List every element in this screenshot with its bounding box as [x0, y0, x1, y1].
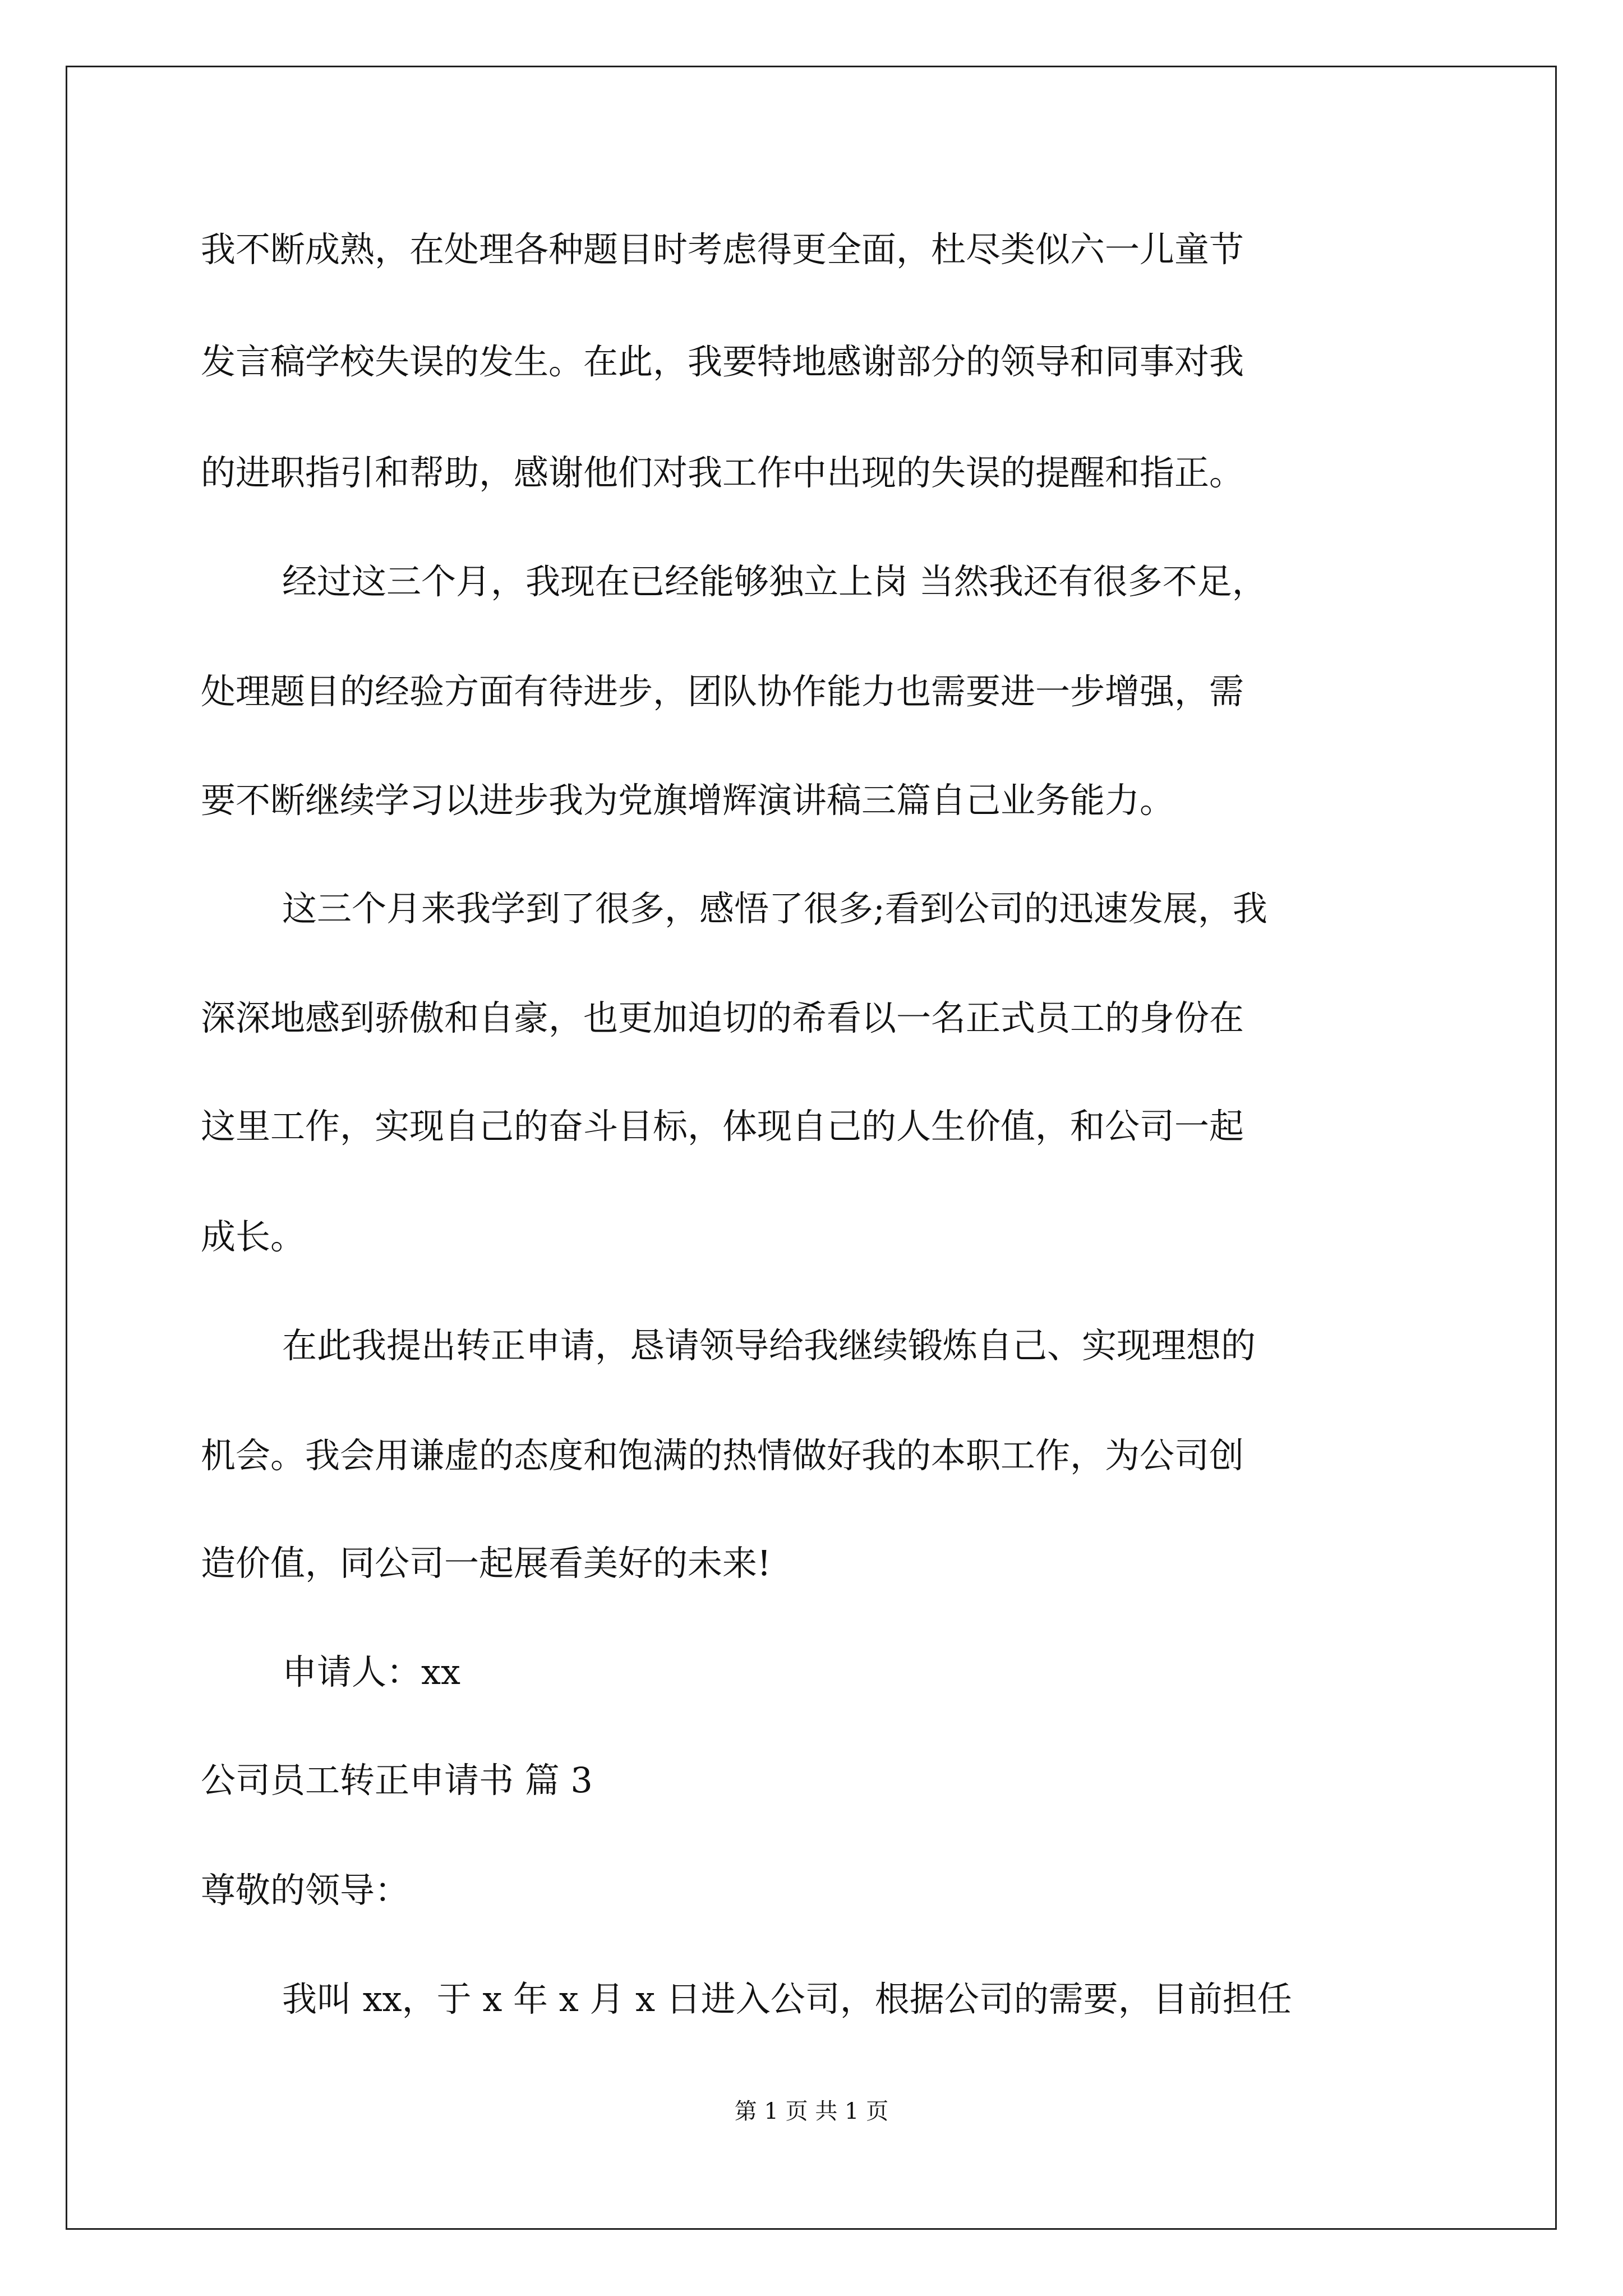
text-line: 深深地感到骄傲和自豪，也更加迫切的希看以一名正式员工的身份在 — [201, 997, 1244, 1038]
text-line: 这三个月来我学到了很多，感悟了很多;看到公司的迅速发展，我 — [282, 888, 1267, 929]
text-line: 处理题目的经验方面有待进步，团队协作能力也需要进一步增强，需 — [201, 671, 1244, 712]
text-line: 这里工作，实现自己的奋斗目标，体现自己的人生价值，和公司一起 — [201, 1106, 1244, 1147]
text-line: 经过这三个月，我现在已经能够独立上岗 当然我还有很多不足， — [282, 561, 1267, 602]
text-line: 造价值，同公司一起展看美好的未来! — [201, 1543, 771, 1584]
text-line: 我不断成熟，在处理各种题目时考虑得更全面，杜尽类似六一儿童节 — [201, 229, 1244, 270]
page-number-footer: 第 1 页 共 1 页 — [734, 2099, 889, 2124]
text-line: 我叫 xx，于 x 年 x 月 x 日进入公司，根据公司的需要，目前担任 — [282, 1978, 1292, 2019]
section-heading: 公司员工转正申请书 篇 3 — [201, 1760, 593, 1801]
text-line: 机会。我会用谦虚的态度和饱满的热情做好我的本职工作，为公司创 — [201, 1435, 1244, 1476]
text-line: 在此我提出转正申请，恳请领导给我继续锻炼自己、实现理想的 — [282, 1325, 1256, 1366]
text-line: 的进职指引和帮助，感谢他们对我工作中出现的失误的提醒和指正。 — [201, 452, 1244, 493]
signature-line: 申请人：xx — [282, 1651, 460, 1692]
text-line: 要不断继续学习以进步我为党旗增辉演讲稿三篇自己业务能力。 — [201, 780, 1175, 821]
text-line: 成长。 — [201, 1216, 306, 1257]
text-line: 发言稿学校失误的发生。在此，我要特地感谢部分的领导和同事对我 — [201, 341, 1244, 382]
salutation: 尊敬的领导： — [201, 1870, 410, 1911]
